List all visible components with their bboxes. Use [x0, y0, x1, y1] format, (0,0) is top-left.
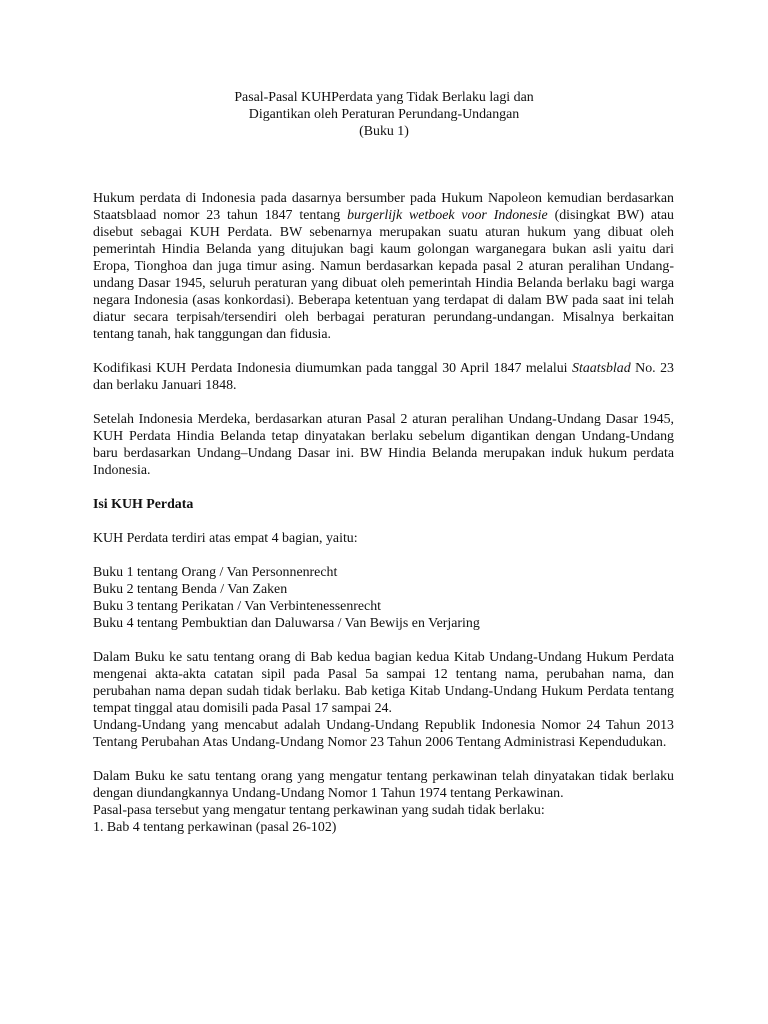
- title-line-3: (Buku 1): [359, 124, 409, 139]
- isi-intro: KUH Perdata terdiri atas empat 4 bagian, yaitu:: [93, 531, 358, 546]
- buku-satu-nama-paragraph: Dalam Buku ke satu tentang orang di Bab kedua bagian kedua Kitab Undang-Undang Hukum Perdata mengenai akta-akta catatan sipil pada Pasal 5a sampai 12 tentang nama, perubahan nama, dan perubahan nama depan sudah tidak berlaku. Bab ketiga Kitab Undang-Undang Hukum Perdata tentang tempat tinggal atau domisili pada Pasal 17 sampai 24.: [93, 650, 674, 716]
- book-list: [93, 564, 674, 632]
- book-item-3: Buku 3 tentang Perikatan / Van Verbintenessenrecht: [93, 599, 382, 614]
- intro-text-1: Hukum perdata di Indonesia pada dasarnya bersumber pada Hukum Napoleon kemudian berdasarkan Staatsblaad nomor 23 tahun 1847 tentang: [93, 191, 674, 223]
- book-item-1: Buku 1 tentang Orang / Van Personnenrecht: [93, 565, 338, 580]
- merdeka-paragraph: Setelah Indonesia Merdeka, berdasarkan aturan Pasal 2 aturan peralihan Undang-Undang Dasar 1945, KUH Perdata Hindia Belanda tetap dinyatakan berlaku sebelum digantikan dengan Undang-Undang baru berdasarkan Undang–Undang Dasar ini. BW Hindia Belanda merupakan induk hukum perdata Indonesia.: [93, 412, 674, 478]
- intro-paragraph: [93, 190, 674, 343]
- book-item-2: Buku 2 tentang Benda / Van Zaken: [93, 582, 288, 597]
- kodifikasi-text-2: No. 23 dan berlaku Januari 1848.: [93, 361, 674, 393]
- document-body: [93, 190, 674, 836]
- kodifikasi-text-1: Kodifikasi KUH Perdata Indonesia diumumkan pada tanggal 30 April 1847 melalui: [93, 361, 573, 376]
- intro-text-2: (disingkat BW) atau disebut sebagai KUH Perdata. BW sebenarnya merupakan suatu aturan hukum yang dibuat oleh pemerintah Hindia Belanda yang ditujukan bagi kaum golongan warganegara bukan asli yaitu dari Eropa, Tionghoa dan juga timur asing. Namun berdasarkan kepada pasal 2 aturan peralihan Undang-undang Dasar 1945, seluruh peraturan yang dibuat oleh pemerintah Hindia Belanda berlaku bagi warga negara Indonesia (asas konkordasi). Beberapa ketentuan yang terdapat di dalam BW pada saat ini telah diatur secara terpisah/tersendiri oleh berbagai peraturan perundang-undangan. Misalnya berkaitan tentang tanah, hak tanggungan dan fidusia.: [93, 208, 674, 342]
- kodifikasi-italic-term: Staatsblad: [572, 361, 631, 376]
- isi-heading: Isi KUH Perdata: [93, 497, 194, 512]
- book-item-4: Buku 4 tentang Pembuktian dan Daluwarsa / Van Bewijs en Verjaring: [93, 616, 480, 631]
- title-line-1: Pasal-Pasal KUHPerdata yang Tidak Berlaku lagi dan: [234, 90, 534, 105]
- title-line-2: Digantikan oleh Peraturan Perundang-Undangan: [248, 107, 520, 122]
- perkawinan-line-2: Pasal-pasa tersebut yang mengatur tentang perkawinan yang sudah tidak berlaku:: [93, 803, 545, 818]
- kodifikasi-paragraph: [93, 360, 674, 394]
- undang-undang-pencabut-paragraph: Undang-Undang yang mencabut adalah Undang-Undang Republik Indonesia Nomor 24 Tahun 2013 Tentang Perubahan Atas Undang-Undang Nomor 23 Tahun 2006 Tentang Administrasi Kependudukan.: [93, 718, 674, 750]
- perkawinan-paragraph: Dalam Buku ke satu tentang orang yang mengatur tentang perkawinan telah dinyatakan tidak berlaku dengan diundangkannya Undang-Undang Nomor 1 Tahun 1974 tentang Perkawinan.: [93, 769, 674, 801]
- intro-italic-term: burgerlijk wetboek voor Indonesie: [347, 208, 548, 223]
- document-title: [0, 89, 768, 140]
- perkawinan-item-1: 1. Bab 4 tentang perkawinan (pasal 26-102): [93, 820, 337, 835]
